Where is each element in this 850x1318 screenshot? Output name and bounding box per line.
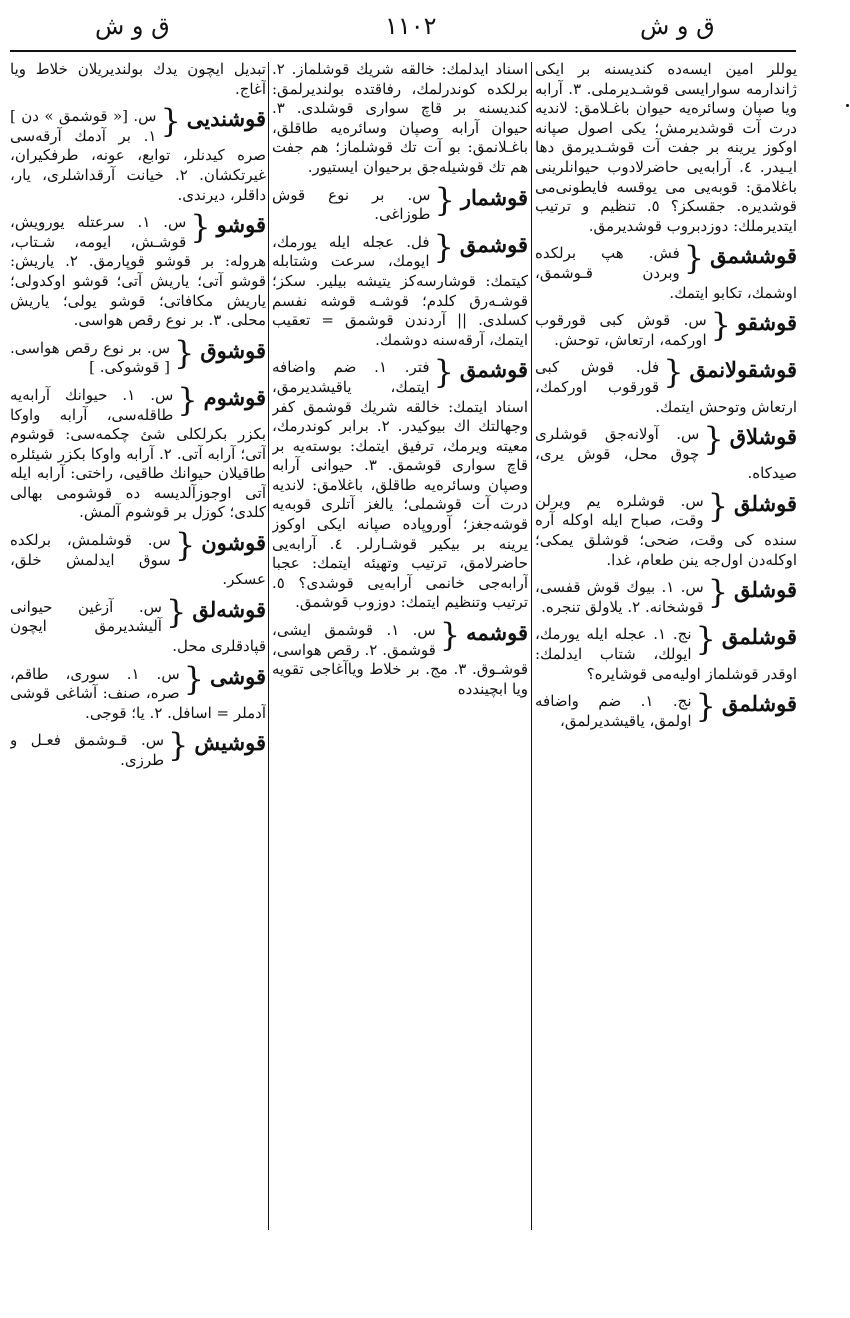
brace-icon: {: [695, 620, 716, 659]
brace-icon: {: [703, 420, 724, 459]
definition: فتر. ١. ضم واضافه ايتمك، ياقيشديرمق، اسناد ايتمك: خالقه شريك قوشمق كفر وجهالتك اك بيوكيدر. ٢. برابر كوندرمك، معيته ويرمك، ترفيق ايتمك: بوسته‌يه بر قاچ سوارى قوشمق. ٣. حيوانى آرابه وصپان وسائره‌يه طاقلق، باغلامق: لانديه درت آت قوشملى؛ يالغز آتلرى قوبه‌يه قوشه‌جغز؛ آوروپاده صپانه ايكى اوكوز يرينه بر بيكير قوشـارلر. ٤. آرابه‌يى حاضرلامق، ترتيب وتهيئه ايتمك: عجبا آرابه‌جى خانمى آرابه‌يى قوشدى؟ ٥. ترتيب وتنظيم ايتمك: دوزوب قوشمق.: [272, 358, 528, 612]
brace-icon: {: [168, 726, 189, 765]
headword: قوشلق: [734, 577, 797, 603]
headword: قوشيش: [194, 730, 266, 756]
definition: س. قوش كبى قورقوب اوركمه، ارتعاش، توحش.: [535, 311, 707, 349]
definition: نج. ١. عجله ايله يورمك، ايولك، شتاب ايدلمك: اوقدر قوشلماز اوليه‌مى قوشايره؟: [535, 625, 797, 683]
dictionary-entry: [10, 380, 266, 523]
headword: قوشمه: [466, 620, 528, 646]
definition: فل. قوش كبى قورقوب اوركمك، ارتعاش وتوحش ايتمك.: [535, 358, 797, 416]
headword: قوشلمق: [721, 691, 797, 717]
headword: قوششمق: [710, 243, 797, 269]
brace-icon: {: [190, 208, 211, 247]
dictionary-entry: [535, 687, 797, 731]
column-right: [535, 60, 797, 1230]
headword: قوشون: [201, 530, 266, 556]
definition: س. قوشلمش، برلكده سوق ايدلمش خلق، عسكر.: [10, 531, 266, 589]
headword: قوشى: [210, 663, 266, 689]
entry-continuation: تبديل ايچون يدك بولنديريلان خلاط ويا آغاج.: [10, 60, 266, 98]
brace-icon: {: [434, 180, 455, 219]
dictionary-entry: [535, 620, 797, 684]
headword: قوشوق: [200, 337, 266, 363]
definition: س. آزغين حيوانى آليشديرمق ايچون قپادقلرى محل.: [10, 597, 266, 656]
header-left-guide: ق و ش: [95, 12, 170, 40]
definition: س. ١. قوشمق ايشى، قوشمق. ٢. رقص هواسى، قوشـوق. ٣. مج. بر خلاط وياآغاجى تقويه ويا ابچيندده: [272, 621, 528, 698]
brace-icon: {: [165, 592, 187, 631]
headword: قوشقو: [737, 310, 797, 336]
definition: س. ١. سرعتله يورويش، قوشـش، ايومه، شـتاب، هروله: بر قوشو قوپارمق. ٢. ياريش: قوشو آتى؛ ياريش آتى؛ قوشو اوكدولى؛ ياريش مكافاتى؛ قوشو يولى؛ ياريش محلى. ٣. بر نوع رقص هواسى.: [10, 213, 266, 330]
dictionary-entry: [535, 306, 797, 350]
definition: س. ١. حيوانك آرابه‌يه طاقله‌سى، آرابه واوكا بكزر بكرلكلى شئ چكمه‌سى: قوشوم آتى؛ آرابه آتى. ٢. آرابه واوكا بكزر شيئلره طاقيلان حيوانك طاقيى، راختى: آرابه ايله آتى اوجوزآلديسه ده قوشومى بهالى كلدى؛ كوزل بر قوشوم آلمش.: [10, 385, 266, 522]
entry-continuation: اسناد ايدلمك: خالقه شريك قوشلماز. ٢. برلكده كوندرلمك، رفاقتده بولنديرلمق: كنديسنه بر قاچ سوارى قوشلدى. ٣. حيوان آرابه وصپان وسائره‌يه طاقلق، باغـلانمق: بو آت تك قوشلماز؛ هم جفت هم تك قوشيله‌جق برحيوان ايستيور.: [272, 60, 528, 176]
definition: س. بر نوع قوش طوزاغى.: [272, 185, 431, 224]
column-divider: [531, 62, 532, 1230]
entry-continuation: يوللر امين ايسه‌ده كنديسنه بر ايكى ژاندارمه سوارايسى قوشـديرملى. ٣. آرابه ويا صپان وسائره‌يه حيوان باغـلامق: لانديه درت آت قوشديرمش؛ يكى اصول صپانه اوكوز يرينه بر جفت آت قوشـديرمق دها ايـيدر. ٤. آرابه‌يى حاضرلادوب حيوانلرينى باغلامق: قوبه‌يى مى يوقسه فايطونى‌مى قوشديره. جقسكز؟ ٥. تنظيم و ترتيب ايتديرملك: دوزدبروب قوشديرمق.: [535, 60, 797, 235]
margin-dot: [846, 104, 849, 107]
dictionary-entry: [535, 573, 797, 617]
headword: قوشلق: [734, 490, 797, 516]
definition: س. ١. سورى، طاقم، صره، صنف: آشاغى قوشى آدملر = اسافل. ٢. يا؛ قوجى.: [10, 664, 266, 722]
definition: س. آولانه‌جق قوشلرى چوق محل، قوش يرى، صيدكاه.: [535, 425, 797, 483]
page-number: ١١٠٢: [385, 12, 437, 40]
headword: قوشلاق: [729, 424, 797, 450]
headword: قوشنديى: [186, 106, 266, 132]
brace-icon: {: [174, 526, 196, 565]
definition: فل. عجله ايله يورمك، ايومك، سرعت وشتابله كيتمك: قوشارسه‌كز يتيشه بيلير. سكز؛ قوشـه‌رق كلدم؛ قوشـه قوشه نفسم كسلدى. || آردندن قوشمق = تعقيب ايتمك، آرقه‌سنه دوشمك.: [272, 232, 528, 349]
headword: قوشو: [216, 212, 266, 238]
dictionary-entry: [10, 526, 266, 590]
headword: قوشمار: [460, 184, 528, 210]
headword: قوشمق: [459, 231, 528, 257]
brace-icon: {: [177, 380, 198, 419]
dictionary-entry: [10, 592, 266, 657]
column-left: [10, 60, 266, 1230]
header-rule: [10, 50, 796, 52]
dictionary-entry: [10, 659, 266, 724]
headword: قوشقولانمق: [689, 357, 797, 383]
brace-icon: {: [695, 687, 716, 726]
brace-icon: {: [160, 102, 181, 141]
brace-icon: {: [439, 616, 461, 655]
brace-icon: {: [707, 486, 729, 525]
brace-icon: {: [433, 227, 454, 266]
dictionary-entry: [272, 616, 528, 699]
column-middle: [272, 60, 528, 1230]
dictionary-entry: [10, 726, 266, 770]
header-right-guide: ق و ش: [640, 12, 715, 40]
brace-icon: {: [183, 659, 204, 698]
dictionary-entry: [535, 239, 797, 303]
dictionary-entry: [10, 208, 266, 331]
definition: س. قـوشمق فعـل و طرزى.: [10, 731, 165, 769]
dictionary-entry: [272, 180, 528, 225]
dictionary-entry: [10, 102, 266, 205]
column-divider: [268, 62, 269, 1230]
definition: س. ١. بيوك قوش قفسى، قوشخانه. ٢. يلاولق تنجره.: [535, 578, 704, 616]
brace-icon: {: [707, 573, 729, 612]
dictionary-entry: [272, 353, 528, 613]
definition: س. بر نوع رقص هواسى. [ قوشوكى. ]: [10, 338, 171, 377]
headword: قوشمق: [459, 357, 528, 383]
brace-icon: {: [710, 306, 732, 345]
definition: س. [« قوشمق » دن ] ١. بر آدمك آرقه‌سى صره كيدنلر، توابع، عونه، طرفكيران، غيرتكشان. ٢. خيانت آرقداشلرى، يار، داقلر، ديرندى.: [10, 107, 266, 204]
brace-icon: {: [683, 239, 705, 278]
headword: قوشه‌لق: [192, 596, 266, 622]
dictionary-entry: [535, 486, 797, 570]
brace-icon: {: [174, 333, 195, 372]
headword: قوشلمق: [721, 624, 797, 650]
headword: قوشوم: [203, 384, 266, 410]
brace-icon: {: [433, 353, 454, 392]
dictionary-entry: [535, 353, 797, 417]
definition: س. قوشلره يم ويرلن وقت، صباح ايله اوكله آره سنده كى وقت، ضحى؛ قوشلق يمكى؛ اوكله‌دن اول‌جه ينن طعام، غدا.: [535, 491, 797, 569]
definition: نج. ١. ضم واضافه اولمق، ياقيشديرلمق،: [535, 692, 692, 730]
dictionary-entry: [272, 227, 528, 351]
running-header: [0, 0, 850, 50]
definition: فش. هپ برلكده وبردن قـوشمق، اوشمك، تكابو ايتمك.: [535, 244, 797, 302]
dictionary-entry: [535, 420, 797, 484]
brace-icon: {: [663, 353, 684, 392]
dictionary-entry: [10, 333, 266, 378]
